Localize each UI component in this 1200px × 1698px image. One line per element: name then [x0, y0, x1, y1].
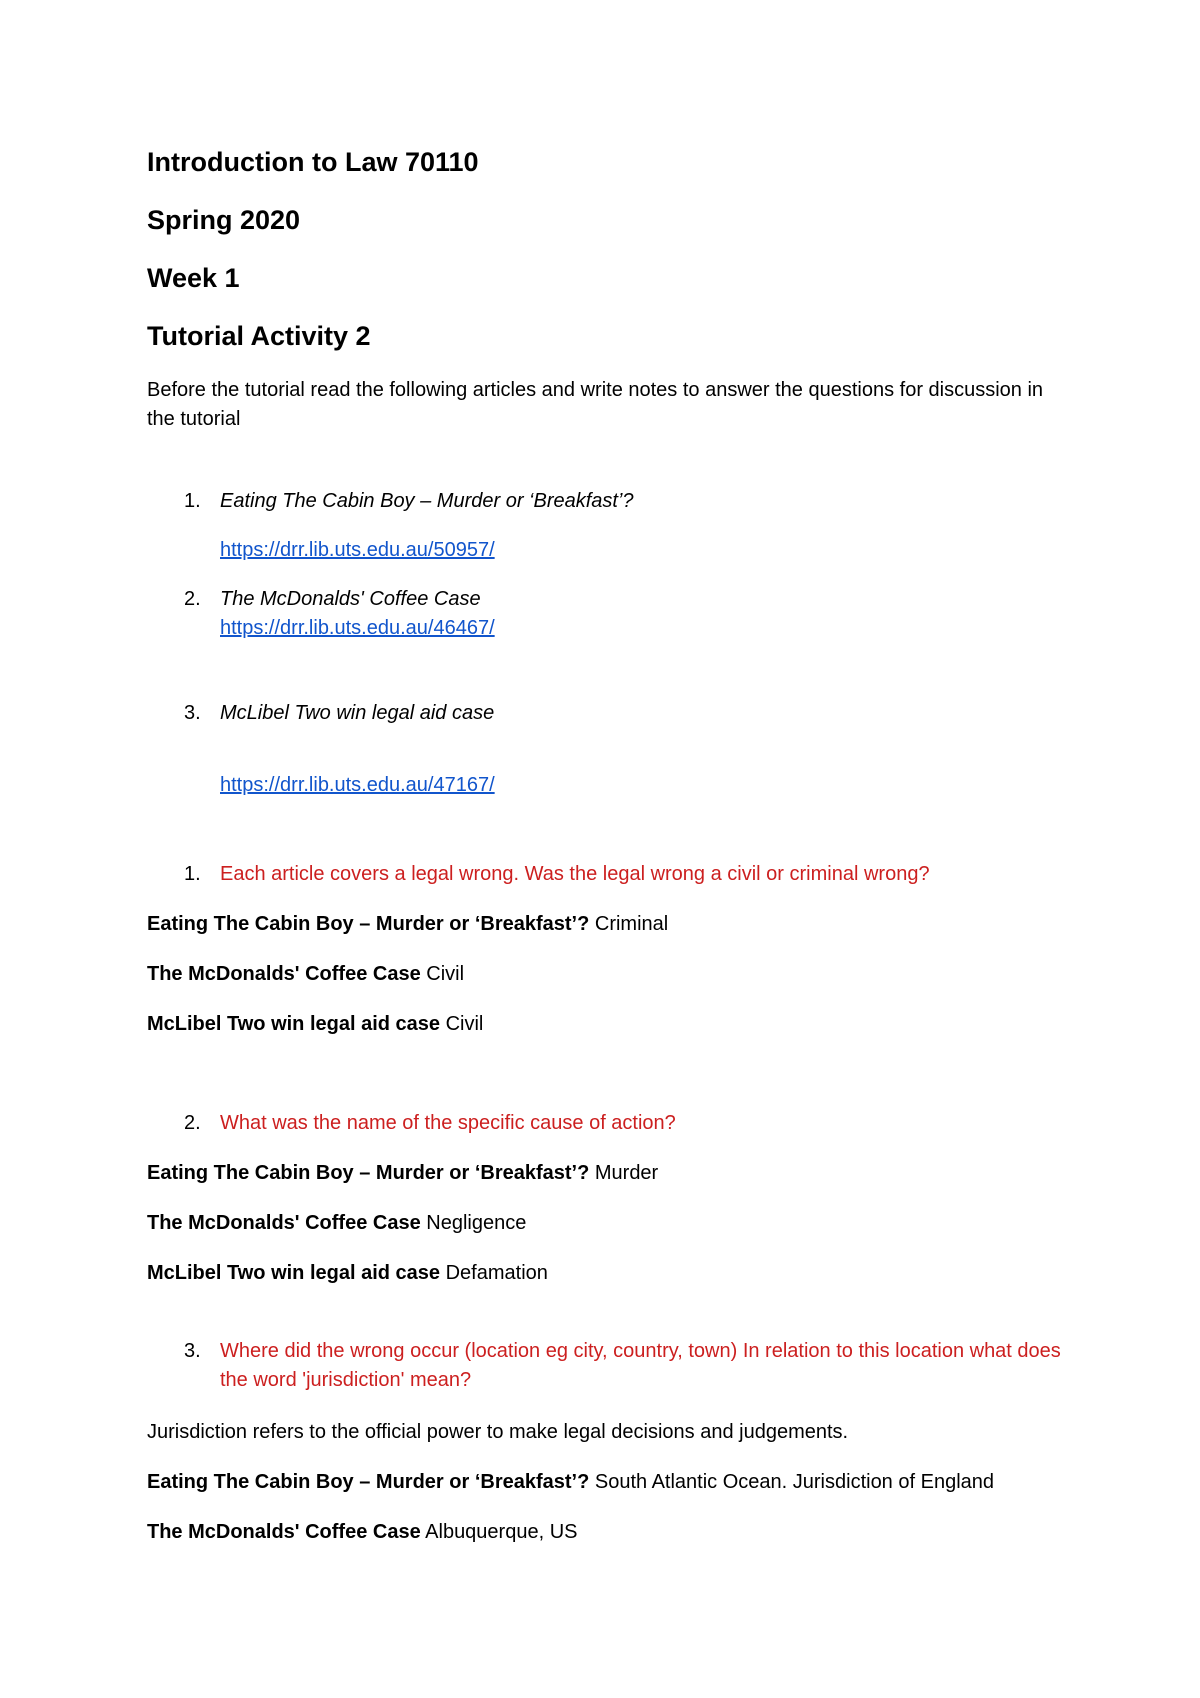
term-heading: Spring 2020 — [147, 205, 301, 235]
answer-line — [147, 1159, 658, 1187]
answer-label: Eating The Cabin Boy – Murder or ‘Breakfast’? — [147, 1471, 590, 1493]
answer-line — [147, 960, 464, 988]
answer-value: Criminal — [589, 913, 669, 935]
question-number: 1. — [184, 863, 201, 885]
question-text: Each article covers a legal wrong. Was the legal wrong a civil or criminal wrong? — [220, 863, 930, 885]
answer-line — [147, 1468, 994, 1496]
intro-paragraph: Before the tutorial read the following articles and write notes to answer the questions for discussion in the tutorial — [147, 379, 1044, 430]
answer-value: Negligence — [420, 1212, 527, 1234]
answer-value: Defamation — [440, 1262, 548, 1284]
answer-line — [147, 910, 668, 938]
answer-line — [147, 1209, 526, 1237]
article-number: 1. — [184, 490, 201, 512]
question-number: 3. — [184, 1340, 201, 1362]
answer-line — [147, 1259, 548, 1287]
jurisdiction-note: Jurisdiction refers to the official power to make legal decisions and judgements. — [147, 1421, 849, 1443]
question-number: 2. — [184, 1112, 201, 1134]
answer-value: Civil — [420, 963, 465, 985]
article-link[interactable]: https://drr.lib.uts.edu.au/46467/ — [220, 617, 495, 639]
answer-label: The McDonalds' Coffee Case — [147, 963, 421, 985]
answer-label: The McDonalds' Coffee Case — [147, 1521, 421, 1543]
answer-label: The McDonalds' Coffee Case — [147, 1212, 421, 1234]
article-link[interactable]: https://drr.lib.uts.edu.au/47167/ — [220, 774, 495, 796]
answer-line — [147, 1518, 577, 1546]
question-text: Where did the wrong occur (location eg city, country, town) In relation to this location what does the word 'jurisdiction' mean? — [220, 1340, 1061, 1391]
question-text: What was the name of the specific cause of action? — [220, 1112, 676, 1134]
article-number: 3. — [184, 702, 201, 724]
answer-value: South Atlantic Ocean. Jurisdiction of England — [589, 1471, 994, 1493]
answer-label: Eating The Cabin Boy – Murder or ‘Breakfast’? — [147, 1162, 590, 1184]
week-heading: Week 1 — [147, 263, 240, 293]
article-number: 2. — [184, 588, 201, 610]
answer-value: Murder — [589, 1162, 659, 1184]
answer-label: McLibel Two win legal aid case — [147, 1013, 441, 1035]
article-title: McLibel Two win legal aid case — [220, 702, 495, 724]
answer-value: Civil — [440, 1013, 484, 1035]
document-title: Introduction to Law 70110 — [147, 147, 479, 177]
article-title: Eating The Cabin Boy – Murder or ‘Breakfast’? — [220, 490, 634, 512]
answer-label: Eating The Cabin Boy – Murder or ‘Breakfast’? — [147, 913, 590, 935]
article-title: The McDonalds' Coffee Case — [220, 588, 481, 610]
article-link[interactable]: https://drr.lib.uts.edu.au/50957/ — [220, 539, 495, 561]
answer-line — [147, 1010, 483, 1038]
answer-value: Albuquerque, US — [420, 1521, 578, 1543]
answer-label: McLibel Two win legal aid case — [147, 1262, 441, 1284]
activity-heading: Tutorial Activity 2 — [147, 321, 371, 351]
